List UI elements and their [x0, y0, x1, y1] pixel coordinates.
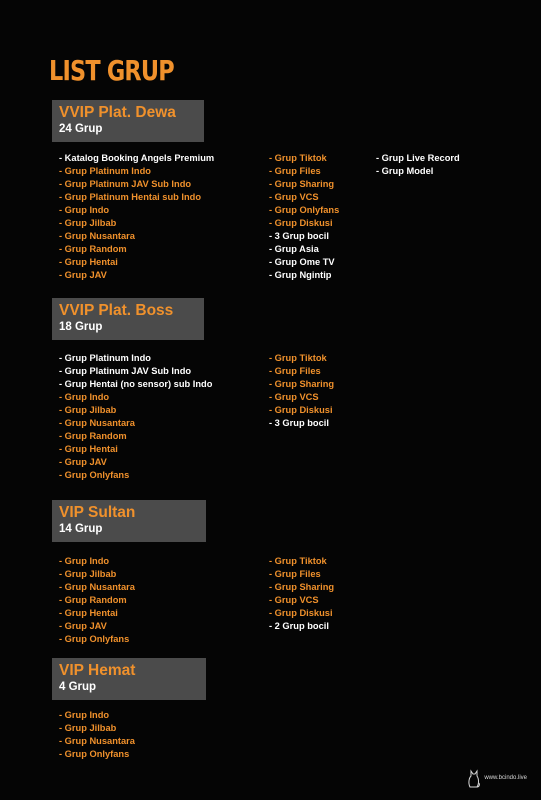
- tier-count: 18 Grup: [59, 321, 103, 333]
- list-item: - Grup Platinum JAV Sub Indo: [59, 366, 192, 376]
- list-item: - Grup Hentai (no sensor) sub Indo: [59, 379, 213, 389]
- tier-header-vip-sultan: [52, 500, 206, 542]
- tier-list-column: [59, 555, 135, 646]
- list-item: - Grup Platinum JAV Sub Indo: [59, 179, 192, 189]
- list-item: - Grup Diskusi: [269, 218, 333, 228]
- list-item: - Grup Model: [376, 166, 434, 176]
- tier-list-column: [59, 352, 212, 482]
- list-item: - Grup Files: [269, 569, 321, 579]
- list-item: - Grup Live Record: [376, 153, 460, 163]
- tier-list-column: [59, 152, 214, 282]
- list-item: - Grup Diskusi: [269, 608, 333, 618]
- list-item: - Grup Onlyfans: [59, 470, 130, 480]
- list-item: - Grup Jilbab: [59, 218, 117, 228]
- list-item: - Grup Indo: [59, 205, 110, 215]
- list-item: - Grup Diskusi: [269, 405, 333, 415]
- list-item: - Katalog Booking Angels Premium: [59, 153, 215, 163]
- tier-count: 14 Grup: [59, 523, 103, 535]
- cat-icon: [467, 768, 481, 788]
- list-item: - Grup JAV: [59, 270, 107, 280]
- list-item: - Grup Files: [269, 166, 321, 176]
- list-item: - Grup Hentai: [59, 608, 118, 618]
- list-item: - Grup Hentai: [59, 257, 118, 267]
- list-item: - Grup Indo: [59, 392, 110, 402]
- tier-header-vvip-plat-boss: [52, 298, 204, 340]
- list-item: - Grup Jilbab: [59, 723, 117, 733]
- footer-url: www.bcindo.live: [484, 775, 527, 781]
- list-item: - Grup VCS: [269, 192, 319, 202]
- list-item: - Grup Onlyfans: [59, 749, 130, 759]
- list-item: - Grup Platinum Indo: [59, 166, 151, 176]
- tier-header-vvip-plat-dewa: [52, 100, 204, 142]
- tier-name: VVIP Plat. Dewa: [59, 104, 176, 121]
- list-item: - Grup Random: [59, 595, 127, 605]
- tier-name: VVIP Plat. Boss: [59, 302, 174, 319]
- tier-name: VIP Hemat: [59, 662, 136, 679]
- tier-list-column: [269, 352, 334, 430]
- list-item: - Grup Jilbab: [59, 405, 117, 415]
- list-item: - 2 Grup bocil: [269, 621, 329, 631]
- list-item: - Grup Hentai: [59, 444, 118, 454]
- list-item: - Grup Onlyfans: [59, 634, 130, 644]
- list-item: - Grup Random: [59, 431, 127, 441]
- list-item: - Grup Onlyfans: [269, 205, 340, 215]
- list-item: - Grup VCS: [269, 595, 319, 605]
- list-item: - Grup Sharing: [269, 179, 335, 189]
- list-item: - Grup VCS: [269, 392, 319, 402]
- page-title: LIST GRUP: [49, 54, 174, 87]
- list-item: - Grup Ngintip: [269, 270, 332, 280]
- list-item: - Grup Asia: [269, 244, 319, 254]
- tier-list-column: [376, 152, 460, 178]
- tier-header-vip-hemat: [52, 658, 206, 700]
- list-item: - Grup Files: [269, 366, 321, 376]
- list-item: - Grup Tiktok: [269, 153, 327, 163]
- list-item: - Grup JAV: [59, 621, 107, 631]
- tier-name: VIP Sultan: [59, 504, 136, 521]
- list-item: - Grup Ome TV: [269, 257, 335, 267]
- list-item: - Grup Indo: [59, 556, 110, 566]
- list-item: - 3 Grup bocil: [269, 231, 329, 241]
- footer: [467, 768, 527, 788]
- tier-list-column: [269, 555, 334, 633]
- list-item: - Grup Nusantara: [59, 231, 135, 241]
- list-item: - Grup Nusantara: [59, 736, 135, 746]
- list-item: - Grup Tiktok: [269, 556, 327, 566]
- tier-count: 24 Grup: [59, 123, 103, 135]
- list-item: - Grup Random: [59, 244, 127, 254]
- list-item: - Grup Platinum Indo: [59, 353, 151, 363]
- tier-count: 4 Grup: [59, 681, 97, 693]
- tier-list-column: [59, 709, 135, 761]
- list-item: - Grup JAV: [59, 457, 107, 467]
- list-item: - Grup Indo: [59, 710, 110, 720]
- list-item: - Grup Jilbab: [59, 569, 117, 579]
- list-item: - Grup Nusantara: [59, 418, 135, 428]
- list-item: - Grup Sharing: [269, 582, 335, 592]
- list-item: - 3 Grup bocil: [269, 418, 329, 428]
- list-item: - Grup Platinum Hentai sub Indo: [59, 192, 202, 202]
- tier-list-column: [269, 152, 339, 282]
- list-item: - Grup Tiktok: [269, 353, 327, 363]
- list-item: - Grup Sharing: [269, 379, 335, 389]
- list-item: - Grup Nusantara: [59, 582, 135, 592]
